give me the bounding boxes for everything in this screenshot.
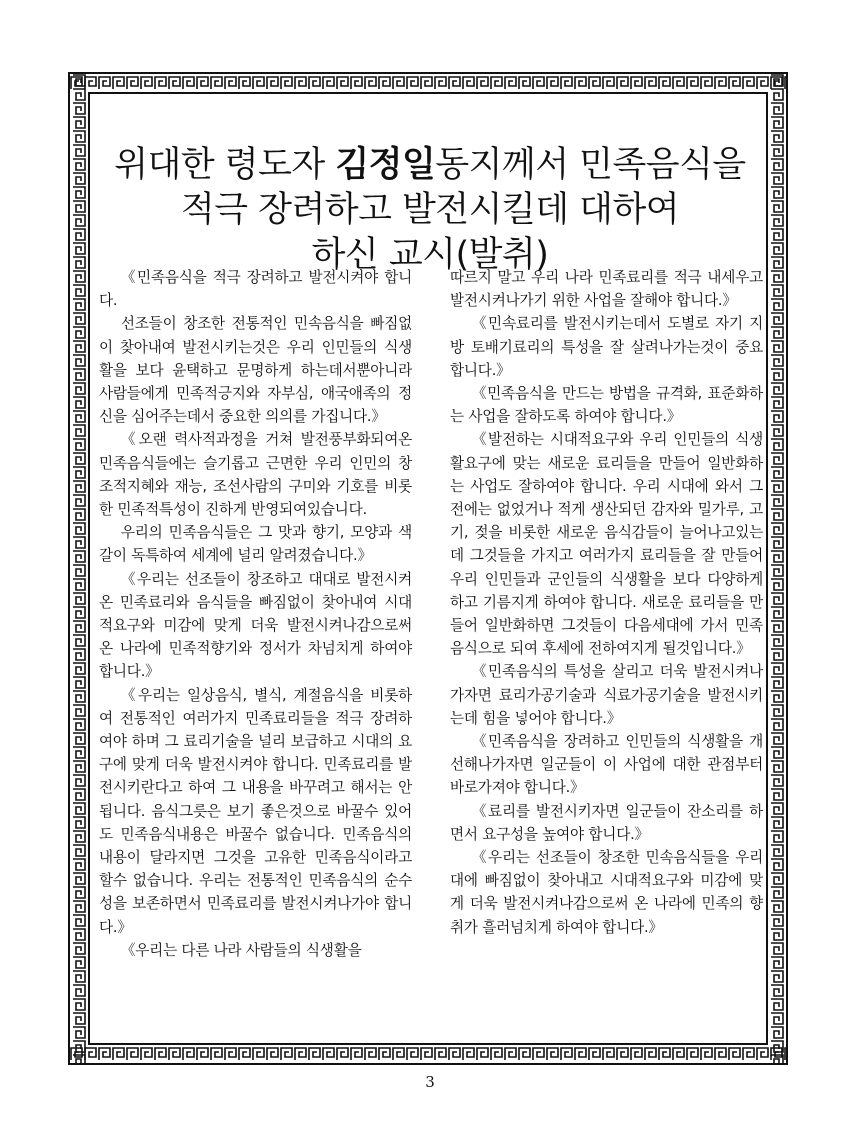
page-number: 3 <box>425 1073 435 1091</box>
meander-border-bottom <box>70 1047 786 1061</box>
paragraph-continued: 따르지 말고 우리 나라 민족료리를 적극 내세우고 발전시켜나가기 위한 사업을 잘해야 합니다.》 <box>450 269 763 310</box>
meander-border-top <box>70 76 786 90</box>
body-columns <box>99 266 763 1046</box>
paragraph: 《민족음식을 만드는 방법을 규격화, 표준화하는 사업을 잘하도록 하여야 합니다.》 <box>450 385 763 426</box>
title-line-2: 적극 장려하고 발전시킬데 대하여 <box>180 190 680 231</box>
title-line-1 <box>80 143 780 188</box>
paragraph: 《우리는 다른 나라 사람들의 식생활을 <box>120 941 362 959</box>
paragraph: 《오랜 력사적과정을 거쳐 발전풍부화되여온 민족음식들에는 슬기롭고 근면한 우리 인민의 창조적지혜와 재능, 조선사람의 구미와 기호를 비롯한 민족적특성이 진하게 반영되여있습니다. <box>99 431 412 519</box>
paragraph: 《료리를 발전시키자면 일군들이 잔소리를 하면서 요구성을 높여야 합니다.》 <box>450 802 763 843</box>
paragraph: 《우리는 선조들이 창조한 민속음식들을 우리 대에 빠짐없이 찾아내고 시대적요구와 미감에 맞게 더욱 발전시켜나감으로써 온 나라에 민족의 향취가 흘러넘치게 하여야 합니다.》 <box>450 849 763 936</box>
paragraph: 선조들이 창조한 전통적인 민속음식을 빠짐없이 찾아내여 발전시키는것은 우리 인민들의 식생활을 보다 윤택하고 문명하게 하는데서뿐아니라 사람들에게 민족적긍지와 자부심, 애국애족의 정신을 심어주는데서 중요한 의의를 가집니다.》 <box>99 315 412 426</box>
page-title <box>80 143 780 278</box>
right-column <box>450 266 763 939</box>
paragraph: 《우리는 선조들이 창조하고 대대로 발전시켜온 민족료리와 음식들을 빠짐없이 찾아내여 시대적요구와 미감에 맞게 더욱 발전시켜나감으로써 온 나라에 민족적향기와 정서가 차넘치게 하여야 합니다.》 <box>99 570 412 681</box>
paragraph: 《발전하는 시대적요구와 우리 인민들의 식생활요구에 맞는 새로운 료리들을 만들어 일반화하는 사업도 잘하여야 합니다. 우리 시대에 와서 그전에는 없었거나 적게 생산되던 감자와 밀가루, 고기, 젖을 비롯한 새로운 음식감들이 늘어나고있는데 그것들을 가지고 여러가지 료리들을 잘 만들어 우리 인민들과 군인들의 식생활을 보다 다양하게 하고 기름지게 하여야 합니다. 새로운 료리들을 만들어 일반화하면 그것들이 다음세대에 가서 민족음식으로 되여 후세에 전하여지게 될것입니다.》 <box>450 431 763 658</box>
title-line-1-prefix: 위대한 령도자 <box>114 145 336 186</box>
title-leader-name: 김정일 <box>335 145 436 186</box>
paragraph: 《민속료리를 발전시키는데서 도별로 자기 지방 토배기료리의 특성을 잘 살려나가는것이 중요합니다.》 <box>450 315 763 379</box>
left-column <box>99 266 412 962</box>
title-line-3: 하신 교시(발취) <box>311 235 549 276</box>
paragraph: 《민족음식의 특성을 살리고 더욱 발전시켜나가자면 료리가공기술과 식료가공기술을 발전시키는데 힘을 넣어야 합니다.》 <box>450 663 763 727</box>
paragraph: 《민족음식을 적극 장려하고 발전시켜야 합니다. <box>99 269 412 310</box>
paragraph: 《우리는 일상음식, 별식, 계절음식을 비롯하여 전통적인 여러가지 민족료리들을 적극 장려하여야 하며 그 료리기술을 널리 보급하고 시대의 요구에 맞게 더욱 발전시켜야 합니다. 민족료리를 발전시키란다고 하여 그 내용을 바꾸려고 해서는 안됩니다. 음식그릇은 보기 좋은것으로 바꿀수 있어도 민족음식내용은 바꿀수 없습니다. 민족음식의 내용이 달라지면 그것을 고유한 민족음식이라고 할수 없습니다. 우리는 전통적인 민족음식의 순수성을 보존하면서 민족료리를 발전시켜나가야 합니다.》 <box>99 686 412 936</box>
paragraph: 우리의 민족음식들은 그 맛과 향기, 모양과 색갈이 독특하여 세계에 널리 알려졌습니다.》 <box>99 524 412 565</box>
title-line-1-suffix: 동지께서 민족음식을 <box>435 145 746 186</box>
paragraph: 《민족음식을 장려하고 인민들의 식생활을 개선해나가자면 일군들이 이 사업에 대한 관점부터 바로가져야 합니다.》 <box>450 733 763 797</box>
